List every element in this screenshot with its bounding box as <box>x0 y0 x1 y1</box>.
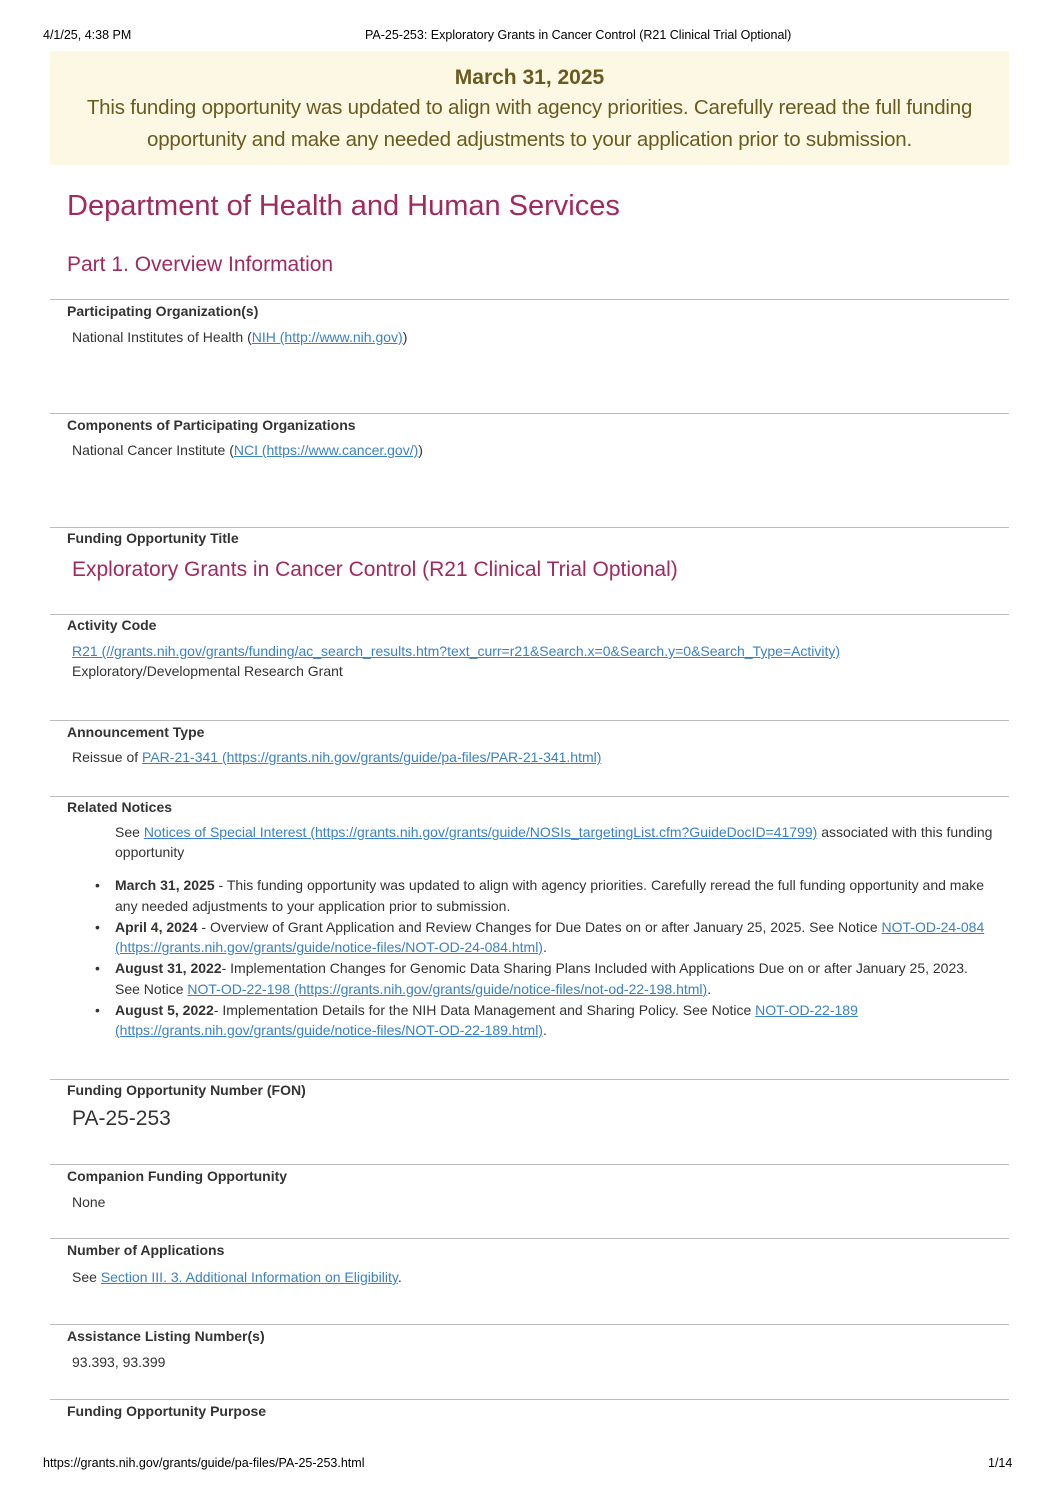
related-label: Related Notices <box>67 799 173 815</box>
divider <box>50 796 1009 797</box>
print-url: https://grants.nih.gov/grants/guide/pa-files/PA-25-253.html <box>43 1456 365 1470</box>
companion-value: None <box>72 1194 106 1210</box>
banner-date: March 31, 2025 <box>454 66 605 89</box>
activity-value <box>72 641 840 681</box>
divider <box>50 614 1009 615</box>
banner-message: This funding opportunity was updated to align with agency priorities. Carefully reread the full funding opportunity and make any needed adjustments to your application prior to submission. <box>86 96 973 151</box>
text: National Institutes of Health ( <box>72 329 252 345</box>
text: See <box>72 1269 101 1285</box>
notice-link[interactable]: NOT-OD-22-198 (https://grants.nih.gov/grants/guide/notice-files/not-od-22-198.html) <box>187 980 708 997</box>
par-21-341-link[interactable]: PAR-21-341 (https://grants.nih.gov/grants/guide/pa-files/PAR-21-341.html) <box>142 749 602 765</box>
title-label: Funding Opportunity Title <box>67 530 239 546</box>
print-datetime: 4/1/25, 4:38 PM <box>43 28 132 42</box>
notice-date: April 4, 2024 <box>115 918 198 935</box>
divider <box>50 413 1009 414</box>
related-notices-list <box>67 875 992 1041</box>
print-title: PA-25-253: Exploratory Grants in Cancer Control (R21 Clinical Trial Optional) <box>365 28 792 42</box>
notice-date: August 31, 2022 <box>115 960 222 976</box>
nih-link[interactable]: NIH (http://www.nih.gov) <box>251 329 403 345</box>
components-value <box>72 440 423 460</box>
notice-text: - This funding opportunity was updated to align with agency priorities. Carefully reread the full funding opportunity and make any needed adjustments to your application prior to submission. <box>115 877 985 914</box>
participating-value <box>72 327 407 347</box>
eligibility-link[interactable]: Section III. 3. Additional Information on Eligibility <box>100 1269 398 1285</box>
nosi-link[interactable]: Notices of Special Interest (https://grants.nih.gov/grants/guide/NOSIs_targetingList.cfm?GuideDocID=41799) <box>143 824 818 840</box>
related-intro <box>115 822 995 862</box>
participating-label: Participating Organization(s) <box>67 303 259 319</box>
divider <box>50 1164 1009 1165</box>
list-item <box>67 1000 992 1041</box>
activity-description: Exploratory/Developmental Research Grant <box>72 663 343 679</box>
announcement-label: Announcement Type <box>67 724 205 740</box>
divider <box>50 1238 1009 1239</box>
divider <box>50 527 1009 528</box>
companion-label: Companion Funding Opportunity <box>67 1168 288 1184</box>
list-item <box>67 958 992 999</box>
announcement-value <box>72 747 601 767</box>
divider <box>50 1079 1009 1080</box>
text: . <box>397 1269 402 1285</box>
divider <box>50 1324 1009 1325</box>
fon-value: PA-25-253 <box>72 1107 171 1130</box>
purpose-label: Funding Opportunity Purpose <box>67 1403 267 1419</box>
components-label: Components of Participating Organizations <box>67 417 356 433</box>
page-number: 1/14 <box>988 1456 1013 1470</box>
divider <box>50 1399 1009 1400</box>
text: See <box>115 824 144 840</box>
r21-link[interactable]: R21 (//grants.nih.gov/grants/funding/ac_search_results.htm?text_curr=r21&Search.x=0&Search.y=0&Search_Type=Activity) <box>72 643 841 659</box>
num-apps-label: Number of Applications <box>67 1242 225 1258</box>
list-item <box>67 875 992 916</box>
notice-link[interactable]: NOT-OD-22-189 (https://grants.nih.gov/grants/guide/notice-files/NOT-OD-22-189.html) <box>115 1001 858 1038</box>
text: ) <box>418 442 423 458</box>
notice-text: - Implementation Changes for Genomic Data Sharing Plans Included with Applications Due on or after January 25, 2023. See Notice <box>115 960 968 997</box>
opportunity-title: Exploratory Grants in Cancer Control (R21 Clinical Trial Optional) <box>72 558 678 581</box>
text: associated with this funding opportunity <box>115 824 993 860</box>
text: . <box>542 1022 547 1038</box>
notice-date: March 31, 2025 <box>115 877 215 893</box>
assistance-label: Assistance Listing Number(s) <box>67 1328 265 1344</box>
notice-text: - Implementation Details for the NIH Data Management and Sharing Policy. See Notice <box>213 1001 756 1018</box>
assistance-value: 93.393, 93.399 <box>72 1354 166 1370</box>
divider <box>50 720 1009 721</box>
notice-link[interactable]: NOT-OD-24-084 (https://grants.nih.gov/grants/guide/notice-files/NOT-OD-24-084.html) <box>115 918 985 955</box>
text: . <box>707 980 712 997</box>
notice-text: - Overview of Grant Application and Review Changes for Due Dates on or after January 25, 2025. See Notice <box>197 918 882 935</box>
text: Reissue of <box>72 749 143 765</box>
activity-label: Activity Code <box>67 617 157 633</box>
fon-label: Funding Opportunity Number (FON) <box>67 1082 306 1098</box>
part1-heading: Part 1. Overview Information <box>67 253 334 276</box>
update-banner <box>50 51 1009 165</box>
notice-date: August 5, 2022 <box>115 1001 214 1018</box>
num-apps-value <box>72 1267 402 1287</box>
divider <box>50 299 1009 300</box>
list-item <box>67 917 992 958</box>
text: . <box>542 939 547 955</box>
department-heading: Department of Health and Human Services <box>67 190 620 222</box>
text: ) <box>402 329 408 345</box>
nci-link[interactable]: NCI (https://www.cancer.gov/) <box>233 442 419 458</box>
text: National Cancer Institute ( <box>72 442 234 458</box>
